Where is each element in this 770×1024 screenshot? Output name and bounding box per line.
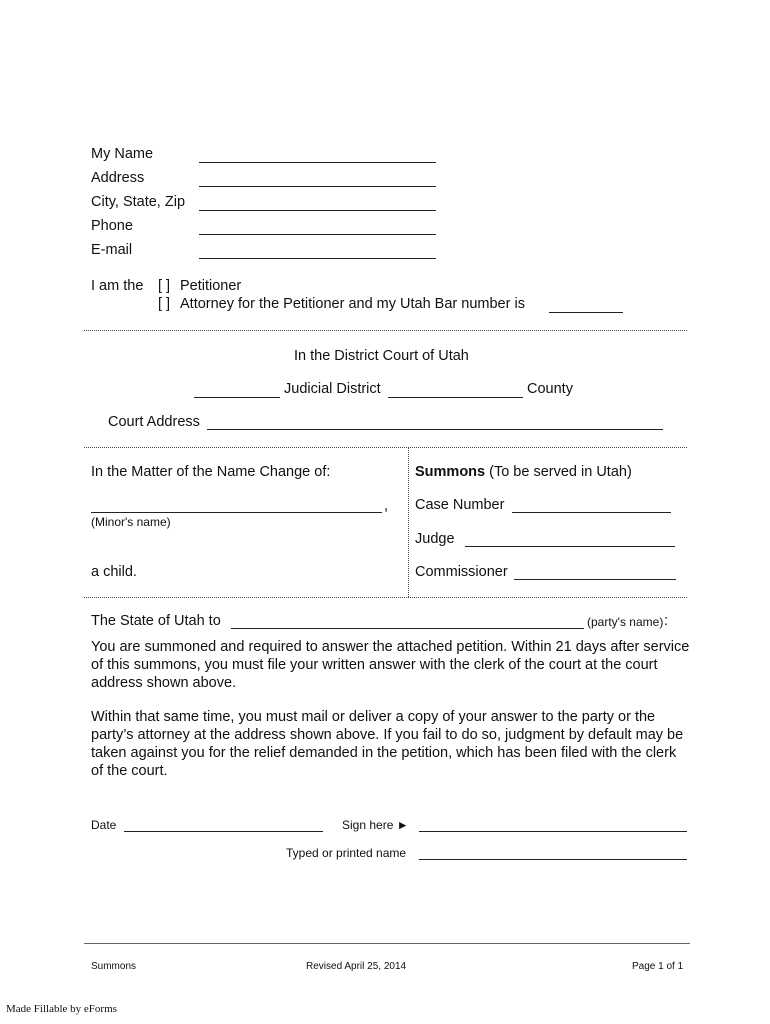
county-label: County xyxy=(527,381,573,397)
attorney-label: Attorney for the Petitioner and my Utah Bar number is xyxy=(180,296,525,312)
footer-page-number: Page 1 of 1 xyxy=(632,961,684,972)
minors-name-comma: , xyxy=(384,498,389,514)
i-am-the-label: I am the xyxy=(91,278,144,294)
judicial-district-field[interactable] xyxy=(194,397,280,398)
name-label: My Name xyxy=(91,146,154,162)
judge-label: Judge xyxy=(415,531,455,547)
summons-title xyxy=(415,464,632,480)
email-label: E-mail xyxy=(91,242,133,258)
typed-name-label: Typed or printed name xyxy=(286,846,407,860)
header-divider xyxy=(84,330,687,331)
county-field[interactable] xyxy=(388,397,523,398)
matter-of-label: In the Matter of the Name Change of: xyxy=(91,464,331,480)
city-state-zip-field[interactable] xyxy=(199,210,436,211)
city-state-zip-label: City, State, Zip xyxy=(91,194,186,210)
partys-name-label: (party's name) xyxy=(587,615,664,629)
signature-field[interactable] xyxy=(419,831,687,832)
caption-bottom-divider xyxy=(84,597,687,598)
partys-name-colon: : xyxy=(664,613,669,629)
date-label: Date xyxy=(91,818,117,832)
address-label: Address xyxy=(91,170,145,186)
commissioner-label: Commissioner xyxy=(415,564,508,580)
eforms-watermark: Made Fillable by eForms xyxy=(6,1003,117,1015)
party-name-field[interactable] xyxy=(231,628,584,629)
attorney-checkbox[interactable]: [ ] xyxy=(158,296,171,312)
petitioner-checkbox[interactable]: [ ] xyxy=(158,278,171,294)
name-field[interactable] xyxy=(199,162,436,163)
case-number-label: Case Number xyxy=(415,497,505,513)
summons-paragraph-1: You are summoned and required to answer the attached petition. Within 21 days after service of this summons, you must file your written answer with the clerk of the court at the court address shown above. xyxy=(91,639,690,691)
commissioner-field[interactable] xyxy=(514,579,676,580)
state-to-label: The State of Utah to xyxy=(91,613,221,629)
footer-revision: Revised April 25, 2014 xyxy=(306,961,407,972)
footer-form-name: Summons xyxy=(91,961,137,972)
court-title: In the District Court of Utah xyxy=(294,348,469,364)
summons-bold: Summons xyxy=(415,464,486,480)
case-number-field[interactable] xyxy=(512,512,671,513)
judicial-district-label: Judicial District xyxy=(284,381,381,397)
email-field[interactable] xyxy=(199,258,436,259)
typed-name-field[interactable] xyxy=(419,859,687,860)
bar-number-field[interactable] xyxy=(549,312,623,313)
caption-vertical-divider xyxy=(408,447,409,597)
phone-label: Phone xyxy=(91,218,133,234)
summons-subtitle: (To be served in Utah) xyxy=(489,464,632,480)
sign-here-label: Sign here ► xyxy=(342,818,409,832)
phone-field[interactable] xyxy=(199,234,436,235)
court-address-label: Court Address xyxy=(108,414,200,430)
a-child-label: a child. xyxy=(91,564,137,580)
date-field[interactable] xyxy=(124,831,323,832)
minors-name-label: (Minor's name) xyxy=(91,515,171,529)
summons-paragraph-2: Within that same time, you must mail or deliver a copy of your answer to the party or the party’s attorney at the address shown above. If you fail to do so, judgment by default may be taken against you for the relief demanded in the petition, which has been filed with the clerk of the court. xyxy=(91,709,684,779)
address-field[interactable] xyxy=(199,186,436,187)
minors-name-field[interactable] xyxy=(91,512,382,513)
caption-top-divider xyxy=(84,447,687,448)
footer-divider xyxy=(84,943,690,944)
court-address-field[interactable] xyxy=(207,429,663,430)
petitioner-label: Petitioner xyxy=(180,278,242,294)
judge-field[interactable] xyxy=(465,546,675,547)
